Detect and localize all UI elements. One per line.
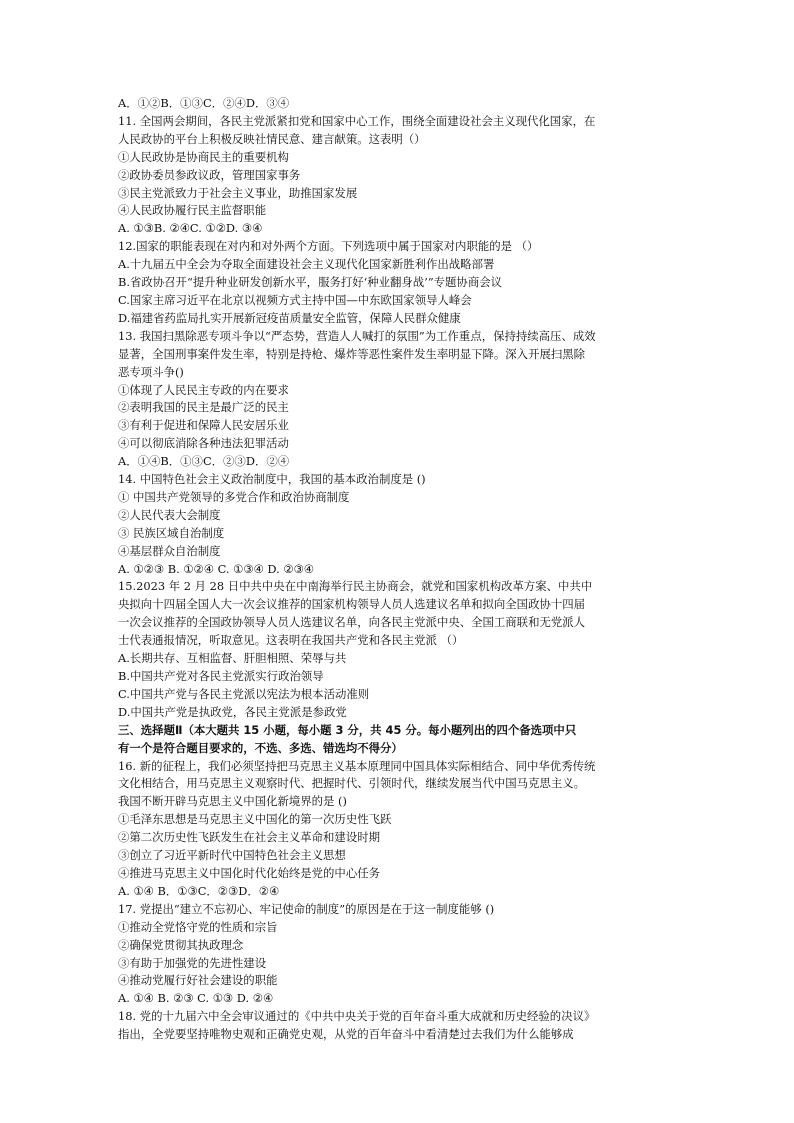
text-line: C.中国共产党与各民主党派以宪法为根本活动准则 — [118, 686, 370, 701]
text-line: ④基层群众自治制度 — [118, 543, 221, 558]
text-line: ④推动党履行好社会建设的职能 — [118, 973, 278, 988]
text-line: ②人民代表大会制度 — [118, 507, 221, 522]
text-line: ②表明我国的民主是最广泛的民主 — [118, 400, 289, 415]
text-line: 士代表通报情况，听取意见。这表明在我国共产党和各民主党派 （） — [118, 633, 464, 648]
text-line: 显著，全国刑事案件发生率，特别是持枪、爆炸等恶性案件发生率明显下降。深入开展扫黑除 — [118, 346, 586, 361]
text-line: ③ 民族区域自治制度 — [118, 525, 225, 540]
text-line: ③创立了习近平新时代中国特色社会主义思想 — [118, 848, 346, 863]
text-line: C.国家主席习近平在北京以视频方式主持中国—中东欧国家领导人峰会 — [118, 292, 472, 307]
text-line: D.福建省药监局扎实开展新冠疫苗质量安全监管，保障人民群众健康 — [118, 310, 461, 325]
document-page — [118, 95, 678, 1044]
text-line: 恶专项斗争() — [118, 364, 184, 379]
text-line: 17. 党提出“建立不忘初心、牢记使命的制度”的原因是在于这一制度能够 () — [118, 901, 495, 916]
section-heading-line: 有一个是符合题目要求的，不选、多选、错选均不得分） — [118, 740, 403, 755]
text-line: A. ①④ B．①③C．②③D．②④ — [118, 883, 280, 898]
text-line: 15.2023 年 2 月 28 日中共中央在中南海举行民主协商会，就党和国家机构改革方案、中共中 — [118, 579, 593, 594]
section-heading-line: 三、选择题Ⅱ（本大题共 15 小题，每小题 3 分，共 45 分。每小题列出的四个备选项中只 — [118, 722, 577, 737]
text-line: 14. 中国特色社会主义政治制度中，我国的基本政治制度是 () — [118, 472, 426, 487]
text-line: ①毛泽东思想是马克思主义中国化的第一次历史性飞跃 — [118, 812, 392, 827]
text-line: A. ①②③ B. ①②④ C. ①③④ D. ②③④ — [118, 561, 314, 576]
text-line: A. ①④ B. ②③ C. ①③ D. ②④ — [118, 991, 274, 1006]
text-line: ③民主党派致力于社会主义事业，助推国家发展 — [118, 185, 358, 200]
text-line: A．①②B．①③C．②④D．③④ — [118, 96, 290, 110]
text-line: 12.国家的职能表现在对内和对外两个方面。下列选项中属于国家对内职能的是 （） — [118, 239, 539, 254]
text-line: 指出，全党要坚持唯物史观和正确党史观，从党的百年奋斗中看清楚过去我们为什么能够成 — [118, 1027, 574, 1042]
text-line: A. ①③B. ②④C. ①②D. ③④ — [118, 221, 263, 236]
text-line: B.中国共产党对各民主党派实行政治领导 — [118, 669, 324, 683]
text-line: ①人民政协是协商民主的重要机构 — [118, 149, 289, 164]
text-line: ④人民政协履行民主监督职能 — [118, 203, 267, 218]
text-line: A.长期共存、互相监督、肝胆相照、荣辱与共 — [118, 651, 347, 666]
text-line: ①体现了人民民主专政的内在要求 — [118, 382, 289, 397]
text-line: ④可以彻底消除各种违法犯罪活动 — [118, 436, 289, 451]
text-line: 人民政协的平台上积极反映社情民意、建言献策。这表明（） — [118, 131, 426, 146]
text-line: ③有利于促进和保障人民安居乐业 — [118, 418, 289, 433]
text-line: 11. 全国两会期间，各民主党派紧扣党和国家中心工作，围绕全面建设社会主义现代化国家，在 — [118, 113, 596, 128]
text-line: ① 中国共产党领导的多党合作和政治协商制度 — [118, 489, 350, 504]
text-line: ②确保党贯彻其执政理念 — [118, 937, 244, 952]
text-line: ②第二次历史性飞跃发生在社会主义革命和建设时期 — [118, 830, 380, 845]
text-line: A．①④B．①③C．②③D．②④ — [118, 454, 290, 469]
text-line: 文化相结合，用马克思主义观察时代、把握时代、引领时代，继续发展当代中国马克思主义。 — [118, 776, 586, 791]
text-line: 18. 党的十九届六中全会审议通过的《中共中央关于党的百年奋斗重大成就和历史经验的决议》 — [118, 1009, 596, 1024]
text-line: ②政协委员参政议政，管理国家事务 — [118, 167, 301, 182]
text-line: 我国不断开辟马克思主义中国化新境界的是 () — [118, 794, 347, 809]
text-line: A.十九届五中全会为夺取全面建设社会主义现代化国家新胜利作出战略部署 — [118, 257, 495, 272]
text-line: ①推动全党恪守党的性质和宗旨 — [118, 919, 278, 934]
text-line: 一次会议推荐的全国政协领导人员人选建议名单，向各民主党派中央、全国工商联和无党派人 — [118, 615, 586, 630]
text-line: 16. 新的征程上，我们必须坚持把马克思主义基本原理同中国具体实际相结合、同中华优秀传统 — [118, 758, 596, 773]
text-line: 央拟向十四届全国人大一次会议推荐的国家机构领导人员人选建议名单和拟向全国政协十四届 — [118, 597, 586, 612]
text-line: B.省政协召开“提升种业研发创新水平，服务打好‘种业翻身战’”专题协商会议 — [118, 275, 502, 290]
text-line: ④推进马克思主义中国化时代化始终是党的中心任务 — [118, 865, 380, 880]
text-line: ③有助于加强党的先进性建设 — [118, 955, 267, 970]
text-line: D.中国共产党是执政党，各民主党派是参政党 — [118, 704, 347, 719]
text-line: 13. 我国扫黑除恶专项斗争以“严态势，营造人人喊打的氛围”为工作重点，保持持续高压、成效 — [118, 328, 596, 343]
